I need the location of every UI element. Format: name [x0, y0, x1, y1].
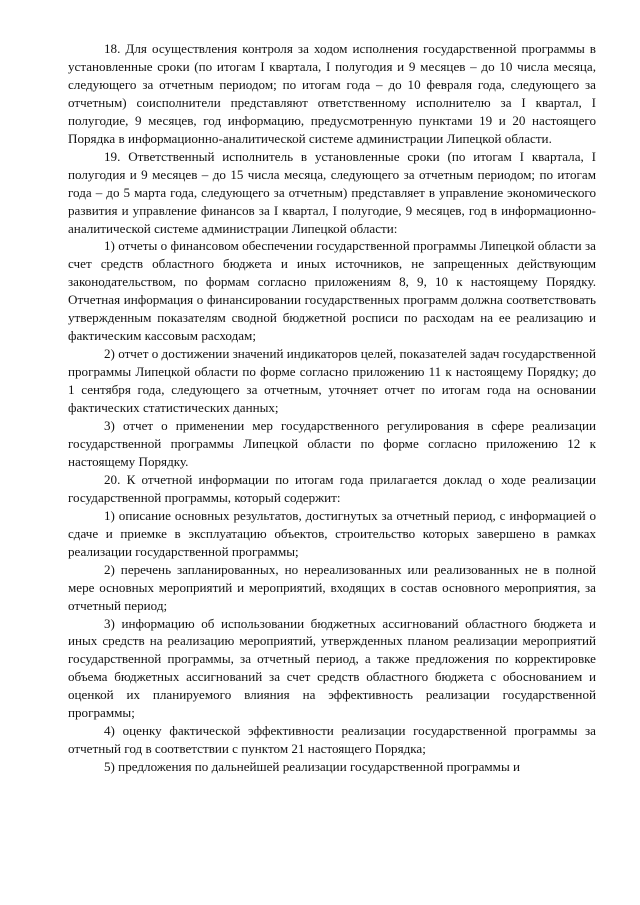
list-item-19-2: 2) отчет о достижении значений индикаторов целей, показателей задач государственной программы Липецкой области по форме согласно приложению 11 к настоящему Порядку; до 1 сентября года, следующего за отчетным, уточняет отчет по итогам года на основании фактических статистических данных; — [68, 346, 596, 416]
paragraph-19: 19. Ответственный исполнитель в установленные сроки (по итогам I квартала, I полугодия и 9 месяцев – до 15 числа месяца, следующего за отчетным периодом; по итогам года – до 5 марта года, следующего за отчетным) представляет в управление экономического развития и управление финансов за I квартал, I полугодие, 9 месяцев, год в информационно-аналитической системе администрации Липецкой области: — [68, 148, 596, 236]
list-item-20-3: 3) информацию об использовании бюджетных ассигнований областного бюджета и иных средств на реализацию мероприятий, утвержденных планом реализации мероприятий государственной программы, за отчетный период, а также предложения по корректировке объема бюджетных ассигнований за счет средств областного бюджета с обоснованием и оценкой их планируемого влияния на эффективность реализации государственной программы; — [68, 615, 596, 721]
list-item-19-3: 3) отчет о применении мер государственного регулирования в сфере реализации государственной программы Липецкой области по форме согласно приложению 12 к настоящему Порядку. — [68, 418, 596, 469]
list-item-20-5: 5) предложения по дальнейшей реализации государственной программы и — [104, 759, 521, 775]
paragraph-20: 20. К отчетной информации по итогам года прилагается доклад о ходе реализации государственной программы, который содержит: — [68, 471, 596, 505]
list-item-20-2: 2) перечень запланированных, но нереализованных или реализованных не в полной мере основных мероприятий и мероприятий, входящих в состав основного мероприятия, за отчетный период; — [68, 561, 596, 613]
paragraph-18: 18. Для осуществления контроля за ходом исполнения государственной программы в установленные сроки (по итогам I квартала, I полугодия и 9 месяцев – до 10 числа месяца, следующего за отчетным периодом; по итогам года – до 10 февраля года, следующего за отчетным) соисполнители представляют ответственному исполнителю за I квартал, I полугодие, 9 месяцев, год информацию, предусмотренную пунктами 19 и 20 настоящего Порядка в информационно-аналитической системе администрации Липецкой области. — [68, 41, 596, 146]
list-item-19-1: 1) отчеты о финансовом обеспечении государственной программы Липецкой области за счет средств областного бюджета и иных источников, не запрещенных действующим законодательством, по формам согласно приложениям 8, 9, 10 к настоящему Порядку. Отчетная информация о финансировании государственных программ должна соответствовать утвержденным показателям сводной бюджетной росписи по расходам на ее реализацию и фактическим кассовым расходам; — [68, 238, 596, 344]
list-item-20-1: 1) описание основных результатов, достигнутых за отчетный период, с информацией о сдаче и приемке в эксплуатацию объектов, строительство которых завершено в рамках реализации государственной программы; — [68, 507, 596, 559]
document-page — [68, 40, 596, 776]
list-item-20-4: 4) оценку фактической эффективности реализации государственной программы за отчетный год в соответствии с пунктом 21 настоящего Порядка; — [68, 723, 596, 757]
